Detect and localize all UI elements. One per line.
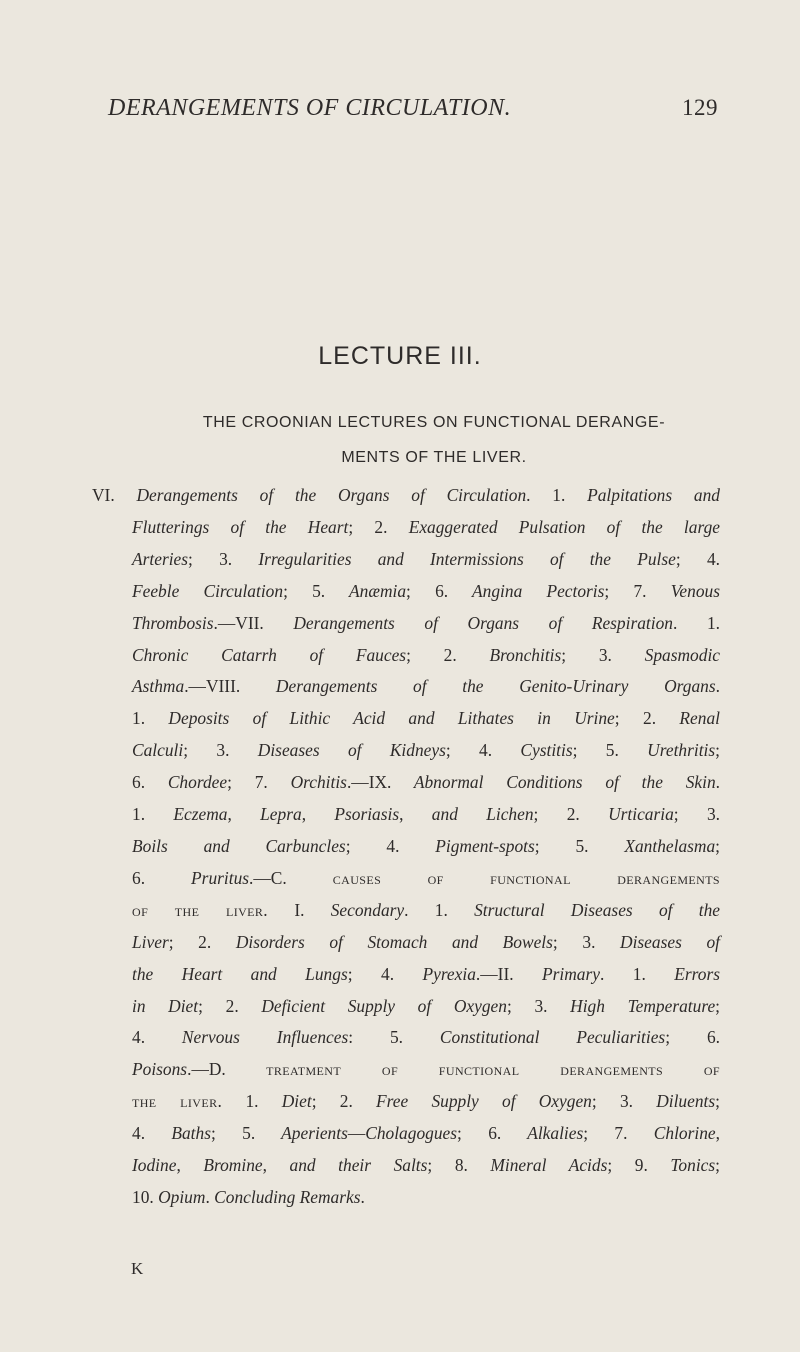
syllabus-line: 10. Opium. Concluding Remarks.: [132, 1186, 365, 1207]
syllabus-line: the liver. 1. Diet; 2. Free Supply of Oxygen; 3. Diluents;: [132, 1091, 720, 1112]
syllabus-line: Feeble Circulation; 5. Anæmia; 6. Angina Pectoris; 7. Venous: [132, 580, 720, 601]
syllabus-line: Arteries; 3. Irregularities and Intermissions of the Pulse; 4.: [132, 548, 720, 569]
signature-mark: K: [131, 1259, 144, 1278]
syllabus-line: 4. Baths; 5. Aperients—Cholagogues; 6. Alkalies; 7. Chlorine,: [132, 1123, 720, 1144]
page-number: 129: [682, 95, 718, 120]
syllabus-line: Flutterings of the Heart; 2. Exaggerated Pulsation of the large: [132, 516, 720, 537]
syllabus-line: Thrombosis.—VII. Derangements of Organs of Respiration. 1.: [132, 612, 720, 633]
syllabus-line: 1. Deposits of Lithic Acid and Lithates in Urine; 2. Renal: [132, 708, 720, 729]
syllabus-line: of the liver. I. Secondary. 1. Structural Diseases of the: [132, 899, 720, 920]
running-head: [108, 95, 718, 122]
lecture-title: LECTURE III.: [318, 342, 482, 370]
syllabus-line: in Diet; 2. Deficient Supply of Oxygen; 3. High Temperature;: [132, 995, 721, 1016]
syllabus-line: Liver; 2. Disorders of Stomach and Bowels; 3. Diseases of: [132, 931, 720, 952]
running-head-title: DERANGEMENTS OF CIRCULATION.: [108, 95, 512, 121]
syllabus-line: 6. Pruritus.—C. causes of functional derangements: [132, 867, 721, 888]
lecture-subtitle: [138, 405, 730, 475]
syllabus-line: 4. Nervous Influences: 5. Constitutional Peculiarities; 6.: [132, 1027, 720, 1048]
syllabus-line: Iodine, Bromine, and their Salts; 8. Mineral Acids; 9. Tonics;: [132, 1155, 720, 1176]
syllabus-paragraph: [92, 480, 721, 1214]
syllabus-line: Chronic Catarrh of Fauces; 2. Bronchitis; 3. Spasmodic: [132, 644, 720, 665]
syllabus-line: the Heart and Lungs; 4. Pyrexia.—II. Primary. 1. Errors: [132, 963, 720, 984]
syllabus-line: Boils and Carbuncles; 4. Pigment-spots; 5. Xanthelasma;: [132, 835, 721, 856]
syllabus-line: Calculi; 3. Diseases of Kidneys; 4. Cystitis; 5. Urethritis;: [132, 740, 720, 761]
syllabus-line: 6. Chordee; 7. Orchitis.—IX. Abnormal Conditions of the Skin.: [132, 772, 720, 793]
syllabus-line: 1. Eczema, Lepra, Psoriasis, and Lichen; 2. Urticaria; 3.: [132, 804, 720, 825]
syllabus-line: Asthma.—VIII. Derangements of the Genito-Urinary Organs.: [132, 676, 720, 697]
subtitle-line-2: MENTS OF THE LIVER.: [341, 449, 527, 466]
syllabus-line: VI. Derangements of the Organs of Circulation. 1. Palpitations and: [92, 485, 720, 505]
subtitle-line-1: THE CROONIAN LECTURES ON FUNCTIONAL DERANGE-: [202, 414, 666, 431]
syllabus-line: Poisons.—D. treatment of functional derangements of: [132, 1059, 720, 1080]
